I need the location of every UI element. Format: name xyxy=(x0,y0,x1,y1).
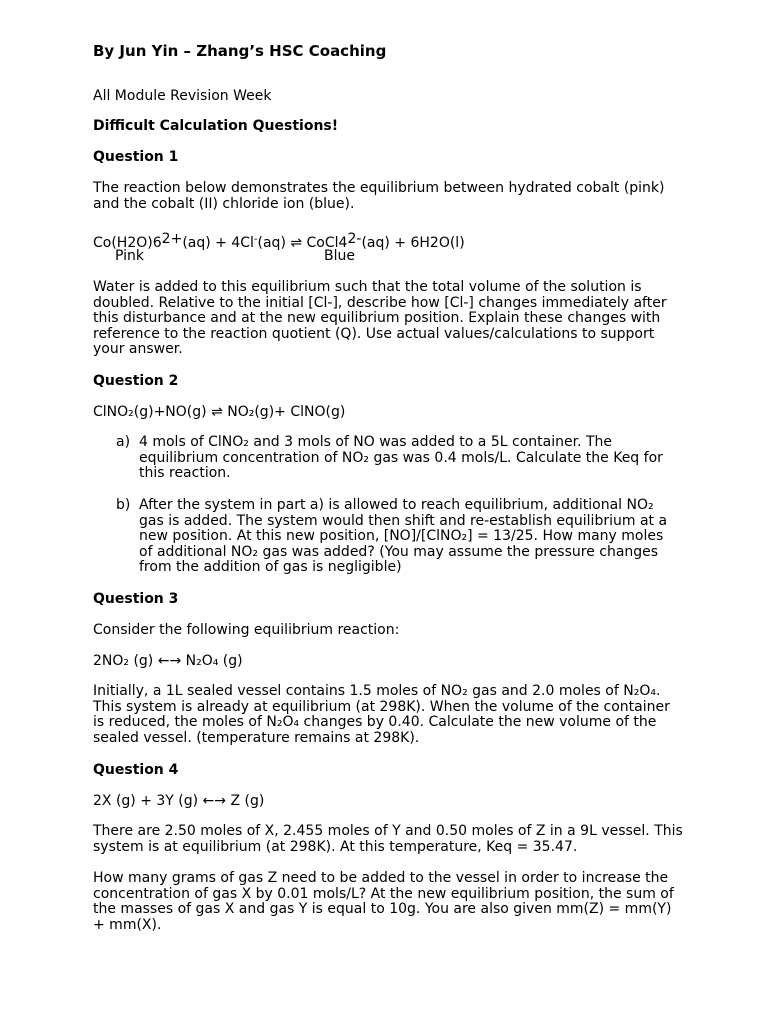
question-4-body-1: There are 2.50 moles of X, 2.455 moles of Y and 0.50 moles of Z in a 9L vessel. This system is at equilibrium (at 298K). At this temperature, Keq = 35.47. xyxy=(93,823,683,855)
question-1-title: Question 1 xyxy=(93,149,179,165)
label-pink: Pink xyxy=(115,248,145,264)
question-4-title: Question 4 xyxy=(93,762,179,778)
question-1-equation: $Co(H2O)6^{2+}(aq) + 4Cl^-(aq)$ ⇌ $CoCl4^{2-}(aq) + 6H2O(l)$ xyxy=(93,231,465,251)
question-3-title: Question 3 xyxy=(93,591,179,607)
question-4-equation: 2X (g) + 3Y (g) ←→ Z (g) xyxy=(93,793,265,809)
question-3-body: Initially, a 1L sealed vessel contains 1.5 moles of NO₂ gas and 2.0 moles of N₂O₄. This system is already at equilibrium (at 298K). When the volume of the container is reduced, the moles of N₂O₄ changes by 0.40. Calculate the new volume of the sealed vessel. (temperature remains at 298K). xyxy=(93,683,670,746)
question-1-intro: The reaction below demonstrates the equilibrium between hydrated cobalt (pink) and the cobalt (II) chloride ion (blue). xyxy=(93,180,665,212)
question-2-equation: ClNO₂(g)+NO(g) ⇌ NO₂(g)+ ClNO(g) xyxy=(93,404,346,420)
list-item-text: After the system in part a) is allowed to reach equilibrium, additional NO₂ gas is added. The system would then shift and re-establish equilibrium at a new position. At this new position, [NO]/[ClNO₂] = 13/25. How many moles of additional NO₂ gas was added? (You may assume the pressure changes from the addition of gas is negligible) xyxy=(139,497,668,575)
list-marker: b) xyxy=(116,497,131,513)
label-blue: Blue xyxy=(324,248,355,264)
question-1-body: Water is added to this equilibrium such that the total volume of the solution is doubled. Relative to the initial [Cl-], describe how [Cl-] changes immediately after this disturbance and at the new equilibrium position. Explain these changes with reference to the reaction quotient (Q). Use actual values/calculations to support your answer. xyxy=(93,279,667,357)
list-marker: a) xyxy=(116,434,131,450)
list-item-text: 4 mols of ClNO₂ and 3 mols of NO was added to a 5L container. The equilibrium concentration of NO₂ gas was 0.4 mols/L. Calculate the Keq for this reaction. xyxy=(139,434,663,481)
document-title: By Jun Yin – Zhang’s HSC Coaching xyxy=(93,42,387,60)
question-3-intro: Consider the following equilibrium reaction: xyxy=(93,622,400,638)
question-3-equation: 2NO₂ (g) ←→ N₂O₄ (g) xyxy=(93,653,243,669)
question-4-body-2: How many grams of gas Z need to be added to the vessel in order to increase the concentration of gas X by 0.01 mols/L? At the new equilibrium position, the sum of the masses of gas X and gas Y is equal to 10g. You are also given mm(Z) = mm(Y) + mm(X). xyxy=(93,870,674,933)
document-subtitle: All Module Revision Week xyxy=(93,88,272,104)
document-heading: Difficult Calculation Questions! xyxy=(93,118,339,134)
question-2-title: Question 2 xyxy=(93,373,179,389)
